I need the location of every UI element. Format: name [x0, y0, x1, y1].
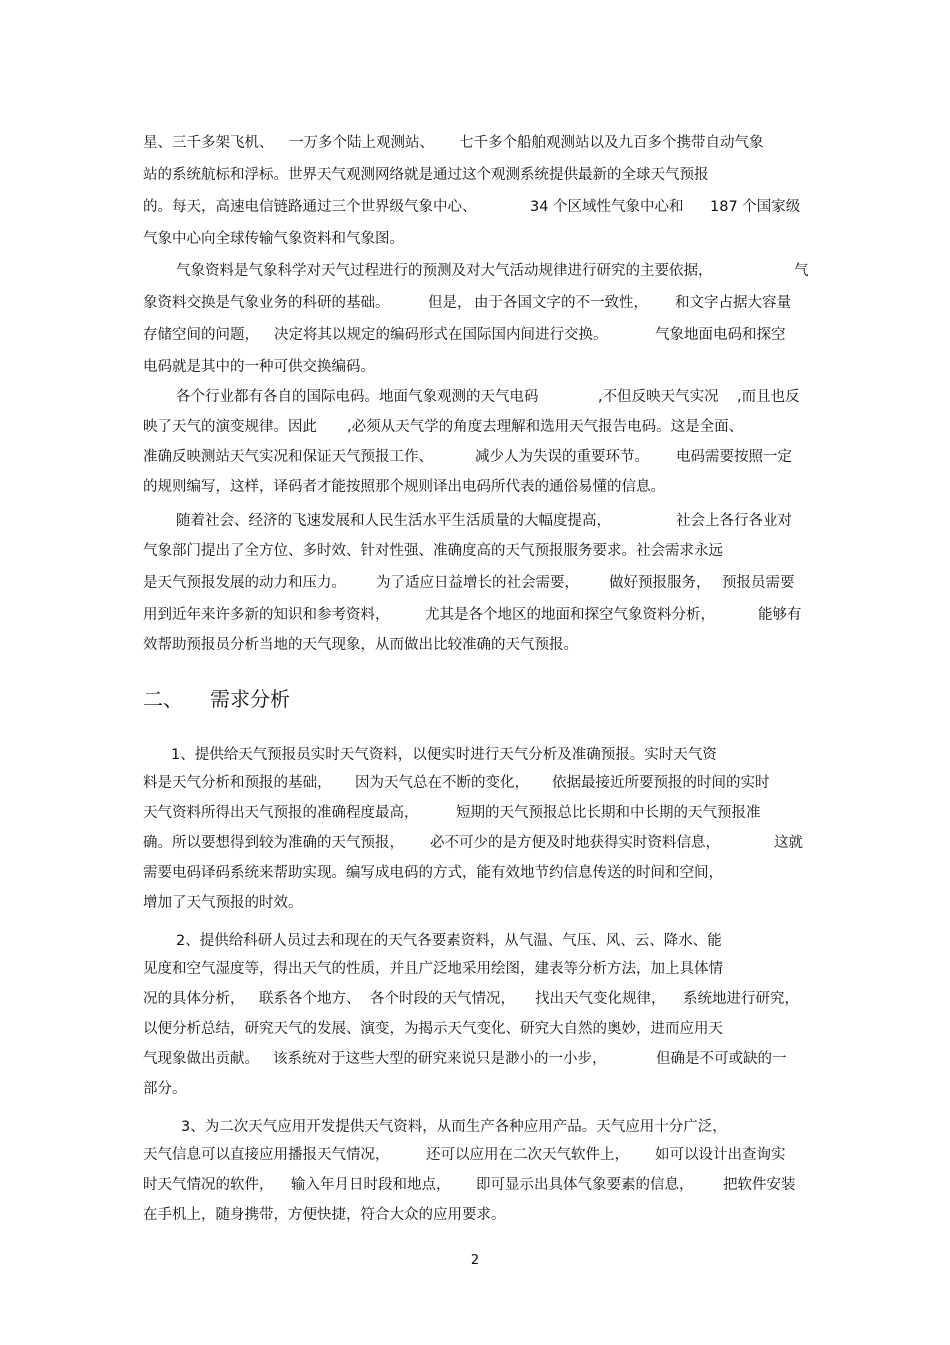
- text-segment: 象资料交换是气象业务的科研的基础。: [143, 295, 390, 311]
- body-line: [0, 415, 950, 439]
- section-line: [0, 831, 950, 855]
- text-segment: 气象中心向全球传输气象资料和气象图。: [143, 231, 404, 247]
- body-line: [0, 227, 950, 251]
- body-line: [0, 163, 950, 187]
- text-segment: 需要电码译码系统来帮助实现。编写成电码的方式，能有效地节约信息传送的时间和空间，: [143, 865, 723, 881]
- text-segment: 做好预报服务，: [609, 575, 711, 591]
- text-segment: 短期的天气预报总比长期和中长期的天气预报准: [456, 805, 761, 821]
- text-segment: 联系各个地方、: [259, 991, 361, 1007]
- text-segment: ,不但反映天气实况: [598, 389, 719, 405]
- text-segment: 映了天气的演变规律。因此: [143, 419, 317, 435]
- text-segment: 能够有: [758, 607, 802, 623]
- text-segment: 这就: [774, 835, 803, 851]
- body-line: [0, 475, 950, 499]
- text-segment: 是天气预报发展的动力和压力。: [143, 575, 346, 591]
- text-segment: ,必须从天气学的角度去理解和选用天气报告电码。这是全面、: [347, 419, 744, 435]
- text-segment: 1、提供给天气预报员实时天气资料，以便实时进行天气分析及准确预报。实时天气资: [171, 747, 717, 763]
- body-line: [0, 259, 950, 283]
- text-segment: 以便分析总结，研究天气的发展、演变，为揭示天气变化、研究大自然的奥妙，进而应用天: [143, 1021, 723, 1037]
- text-segment: 还可以应用在二次天气软件上，: [426, 1147, 629, 1163]
- text-segment: 即可显示出具体气象要素的信息，: [476, 1177, 694, 1193]
- text-segment: 天气资料所得出天气预报的准确程度最高，: [143, 805, 419, 821]
- text-segment: 七千多个船舶观测站以及九百多个携带自动气象: [459, 135, 764, 151]
- text-segment: 的规则编写，这样，译码者才能按照那个规则译出电码所代表的通俗易懂的信息。: [143, 479, 665, 495]
- body-line: [0, 571, 950, 595]
- body-line: [0, 131, 950, 155]
- text-segment: 因为天气总在不断的变化，: [355, 775, 529, 791]
- section-line: [0, 743, 950, 767]
- text-segment: 天气信息可以直接应用播报天气情况，: [143, 1147, 390, 1163]
- text-segment: 确。所以要想得到较为准确的天气预报，: [143, 835, 404, 851]
- section-line: [0, 891, 950, 915]
- text-segment: 用到近年来许多新的知识和参考资料，: [143, 607, 390, 623]
- section-line: [0, 1115, 950, 1139]
- text-segment: 预报员需要: [722, 575, 795, 591]
- text-segment: 星、三千多架飞机、: [143, 135, 274, 151]
- text-segment: 但是，: [428, 295, 472, 311]
- section-line: [0, 1077, 950, 1101]
- section-line: [0, 1047, 950, 1071]
- body-line: [0, 355, 950, 379]
- text-segment: 料是天气分析和预报的基础，: [143, 775, 332, 791]
- section-line: [0, 957, 950, 981]
- text-segment: 准确反映测站天气实况和保证天气预报工作、: [143, 449, 433, 465]
- text-segment: 时天气情况的软件，: [143, 1177, 274, 1193]
- text-segment: 由于各国文字的不一致性，: [474, 295, 648, 311]
- section-heading: [143, 683, 290, 715]
- section-line: [0, 1203, 950, 1227]
- text-segment: 社会上各行各业对: [676, 513, 792, 529]
- section-line: [0, 861, 950, 885]
- section-number: 二、: [143, 687, 183, 711]
- text-segment: 依据最接近所要预报的时间的实时: [552, 775, 770, 791]
- body-line: [0, 509, 950, 533]
- text-segment: 站的系统航标和浮标。世界天气观测网络就是通过这个观测系统提供最新的全球天气预报: [143, 167, 709, 183]
- section-line: [0, 987, 950, 1011]
- section-line: [0, 771, 950, 795]
- text-segment: 34 个区域性气象中心和: [530, 199, 684, 215]
- body-line: [0, 385, 950, 409]
- section-line: [0, 1017, 950, 1041]
- text-segment: 但确是不可或缺的一: [656, 1051, 787, 1067]
- text-segment: 为了适应日益增长的社会需要，: [376, 575, 579, 591]
- section-line: [0, 1173, 950, 1197]
- text-segment: 各个行业都有各自的国际电码。地面气象观测的天气电码: [176, 389, 539, 405]
- body-line: [0, 195, 950, 219]
- text-segment: 存储空间的问题，: [143, 327, 259, 343]
- text-segment: 必不可少的是方便及时地获得实时资料信息，: [430, 835, 720, 851]
- body-line: [0, 633, 950, 657]
- text-segment: 各个时段的天气情况，: [370, 991, 515, 1007]
- text-segment: 如可以设计出查询实: [655, 1147, 786, 1163]
- text-segment: 气: [794, 263, 809, 279]
- body-line: [0, 603, 950, 627]
- text-segment: 3、为二次天气应用开发提供天气资料，从而生产各种应用产品。天气应用十分广泛，: [181, 1119, 727, 1135]
- text-segment: 气现象做出贡献。: [143, 1051, 259, 1067]
- text-segment: 气象部门提出了全方位、多时效、针对性强、准确度高的天气预报服务要求。社会需求永远: [143, 543, 723, 559]
- text-segment: 的。每天，高速电信链路通过三个世界级气象中心、: [143, 199, 477, 215]
- text-segment: 找出天气变化规律，: [535, 991, 666, 1007]
- body-line: [0, 323, 950, 347]
- text-segment: 增加了天气预报的时效。: [143, 895, 303, 911]
- section-title: 需求分析: [210, 687, 290, 711]
- body-line: [0, 539, 950, 563]
- text-segment: 决定将其以规定的编码形式在国际国内间进行交换。: [274, 327, 608, 343]
- text-segment: 减少人为失误的重要环节。: [475, 449, 649, 465]
- section-line: [0, 801, 950, 825]
- section-line: [0, 1143, 950, 1167]
- text-segment: 况的具体分析，: [143, 991, 245, 1007]
- text-segment: 系统地进行研究，: [683, 991, 799, 1007]
- text-segment: 一万多个陆上观测站、: [289, 135, 434, 151]
- body-line: [0, 445, 950, 469]
- text-segment: ,而且也反: [737, 389, 800, 405]
- text-segment: 电码需要按照一定: [676, 449, 792, 465]
- text-segment: 随着社会、经济的飞速发展和人民生活水平生活质量的大幅度提高，: [176, 513, 611, 529]
- text-segment: 和文字占据大容量: [675, 295, 791, 311]
- text-segment: 把软件安装: [723, 1177, 796, 1193]
- body-line: [0, 291, 950, 315]
- text-segment: 该系统对于这些大型的研究来说只是渺小的一小步，: [273, 1051, 607, 1067]
- text-segment: 气象资料是气象科学对天气过程进行的预测及对大气活动规律进行研究的主要依据，: [176, 263, 713, 279]
- section-line: [0, 929, 950, 953]
- text-segment: 输入年月日时段和地点，: [291, 1177, 451, 1193]
- text-segment: 部分。: [143, 1081, 187, 1097]
- page-number: 2: [470, 1253, 480, 1268]
- text-segment: 2、提供给科研人员过去和现在的天气各要素资料，从气温、气压、风、云、降水、能: [176, 933, 722, 949]
- text-segment: 尤其是各个地区的地面和探空气象资料分析，: [425, 607, 715, 623]
- text-segment: 效帮助预报员分析当地的天气现象，从而做出比较准确的天气预报。: [143, 637, 578, 653]
- text-segment: 在手机上，随身携带，方便快捷，符合大众的应用要求。: [143, 1207, 506, 1223]
- text-segment: 见度和空气湿度等，得出天气的性质，并且广泛地采用绘图，建表等分析方法，加上具体情: [143, 961, 723, 977]
- text-segment: 187 个国家级: [710, 199, 801, 215]
- text-segment: 电码就是其中的一种可供交换编码。: [143, 359, 375, 375]
- text-segment: 气象地面电码和探空: [655, 327, 786, 343]
